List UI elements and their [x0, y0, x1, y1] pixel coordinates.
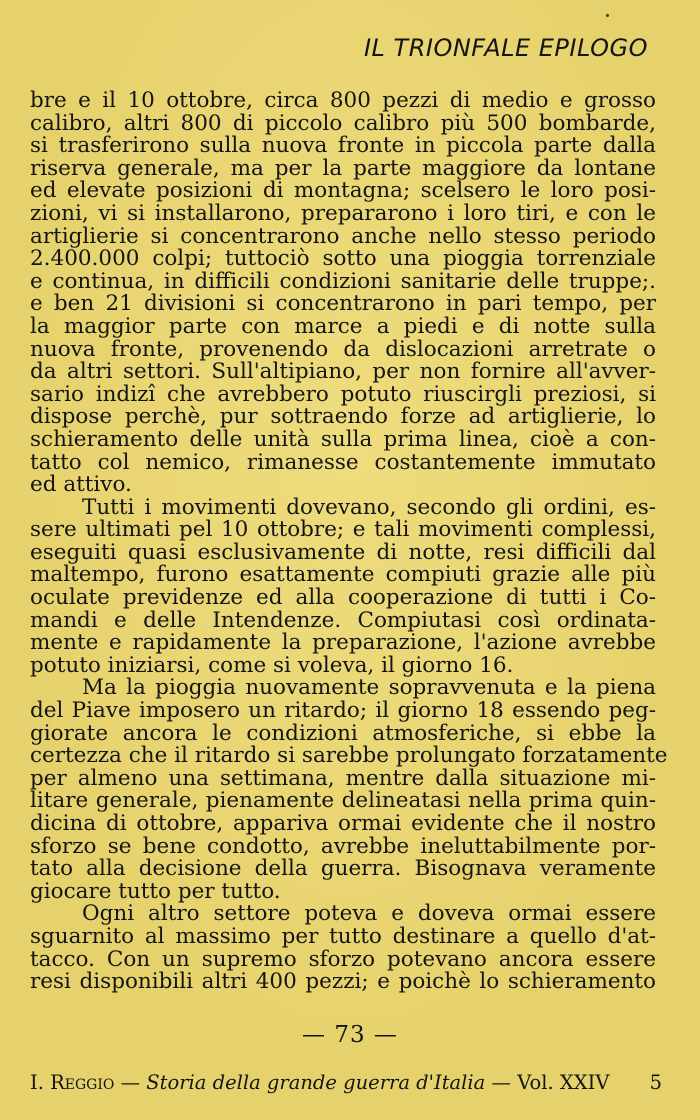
text-line: la maggior parte con marce a piedi e di notte sulla	[30, 313, 656, 339]
print-speck	[606, 14, 609, 17]
text-line: bre e il 10 ottobre, circa 800 pezzi di medio e grosso	[30, 88, 656, 113]
footer-volume: — Vol. XXIV	[491, 1071, 610, 1094]
text-line: artiglierie si concentrarono anche nello stesso periodo	[30, 223, 656, 249]
text-line: si trasferirono sulla nuova fronte in piccola parte dalla	[30, 133, 656, 159]
text-line: del Piave imposero un ritardo; il giorno 18 essendo peg-	[30, 698, 656, 724]
text-line: dispose perchè, pur sottraendo forze ad artiglierie, lo	[30, 404, 656, 430]
text-line: e continua, in difficili condizioni sanitarie delle truppe;.	[30, 268, 656, 294]
text-line-paragraph-end: giocare tutto per tutto.	[30, 878, 281, 904]
text-line: sario indizî che avrebbero potuto riuscirgli preziosi, si	[30, 381, 656, 407]
text-line-paragraph-start: Ma la pioggia nuovamente sopravvenuta e la piena	[82, 675, 656, 701]
text-line: e ben 21 divisioni si concentrarono in pari tempo, per	[30, 291, 656, 317]
text-line: nuova fronte, provenendo da dislocazioni arretrate o	[30, 336, 656, 362]
text-line: calibro, altri 800 di piccolo calibro più 500 bombarde,	[30, 110, 656, 136]
text-line: tato alla decisione della guerra. Bisognava veramente	[30, 856, 656, 882]
text-line-paragraph-end: ed attivo.	[30, 472, 132, 498]
footer-signature-line	[30, 1071, 662, 1094]
text-line: 2.400.000 colpi; tuttociò sotto una pioggia torrenziale	[30, 246, 656, 272]
text-line-paragraph-start: Tutti i movimenti dovevano, secondo gli ordini, es-	[82, 494, 656, 520]
footer-left	[30, 1071, 609, 1094]
text-line: resi disponibili altri 400 pezzi; e poichè lo schieramento	[30, 969, 656, 995]
text-line: tacco. Con un supremo sforzo potevano ancora essere	[30, 946, 656, 972]
text-line: da altri settori. Sull'altipiano, per non fornire all'avver-	[30, 359, 656, 385]
text-line: riserva generale, ma per la parte maggiore da lontane	[30, 155, 656, 181]
text-line-paragraph-start: Ogni altro settore poteva e doveva ormai essere	[82, 901, 656, 927]
text-line: zioni, vi si installarono, prepararono i loro tiri, e con le	[30, 200, 656, 226]
text-line: tatto col nemico, rimanesse costantemente immutato	[30, 449, 656, 475]
text-line: giorate ancora le condizioni atmosferiche, si ebbe la	[30, 720, 656, 746]
text-line: ed elevate posizioni di montagna; scelsero le loro posi-	[30, 178, 656, 204]
text-line: dicina di ottobre, appariva ormai evidente che il nostro	[30, 811, 656, 836]
footer-author: I. Reggio —	[30, 1071, 141, 1094]
footer-signature-mark: 5	[649, 1071, 662, 1094]
text-line-paragraph-end: potuto iniziarsi, come si voleva, il giorno 16.	[30, 652, 514, 678]
text-line: eseguiti quasi esclusivamente di notte, resi difficili dal	[30, 539, 656, 565]
text-line: sere ultimati pel 10 ottobre; e tali movimenti complessi,	[30, 517, 656, 543]
text-line: mente e rapidamente la preparazione, l'azione avrebbe	[30, 630, 656, 656]
text-line: schieramento delle unità sulla prima linea, cioè a con-	[30, 426, 656, 452]
page-number: — 73 —	[302, 1022, 398, 1048]
text-line: per almeno una settimana, mentre dalla situazione mi-	[30, 765, 656, 791]
running-title: IL TRIONFALE EPILOGO	[363, 34, 648, 62]
text-line: litare generale, pienamente delineatasi nella prima quin-	[30, 788, 656, 814]
text-line: certezza che il ritardo si sarebbe prolungato forzatamente	[30, 743, 668, 769]
text-line: maltempo, furono esattamente compiuti grazie alle più	[30, 562, 656, 588]
text-line: sguarnito al massimo per tutto destinare a quello d'at-	[30, 923, 656, 949]
text-line: mandi e delle Intendenze. Compiutasi così ordinata-	[30, 607, 656, 633]
footer-book-title: Storia della grande guerra d'Italia	[146, 1071, 486, 1094]
text-line: oculate previdenze ed alla cooperazione di tutti i Co-	[30, 585, 656, 611]
text-line: sforzo se bene condotto, avrebbe ineluttabilmente por-	[30, 833, 656, 859]
body-text	[30, 88, 668, 995]
